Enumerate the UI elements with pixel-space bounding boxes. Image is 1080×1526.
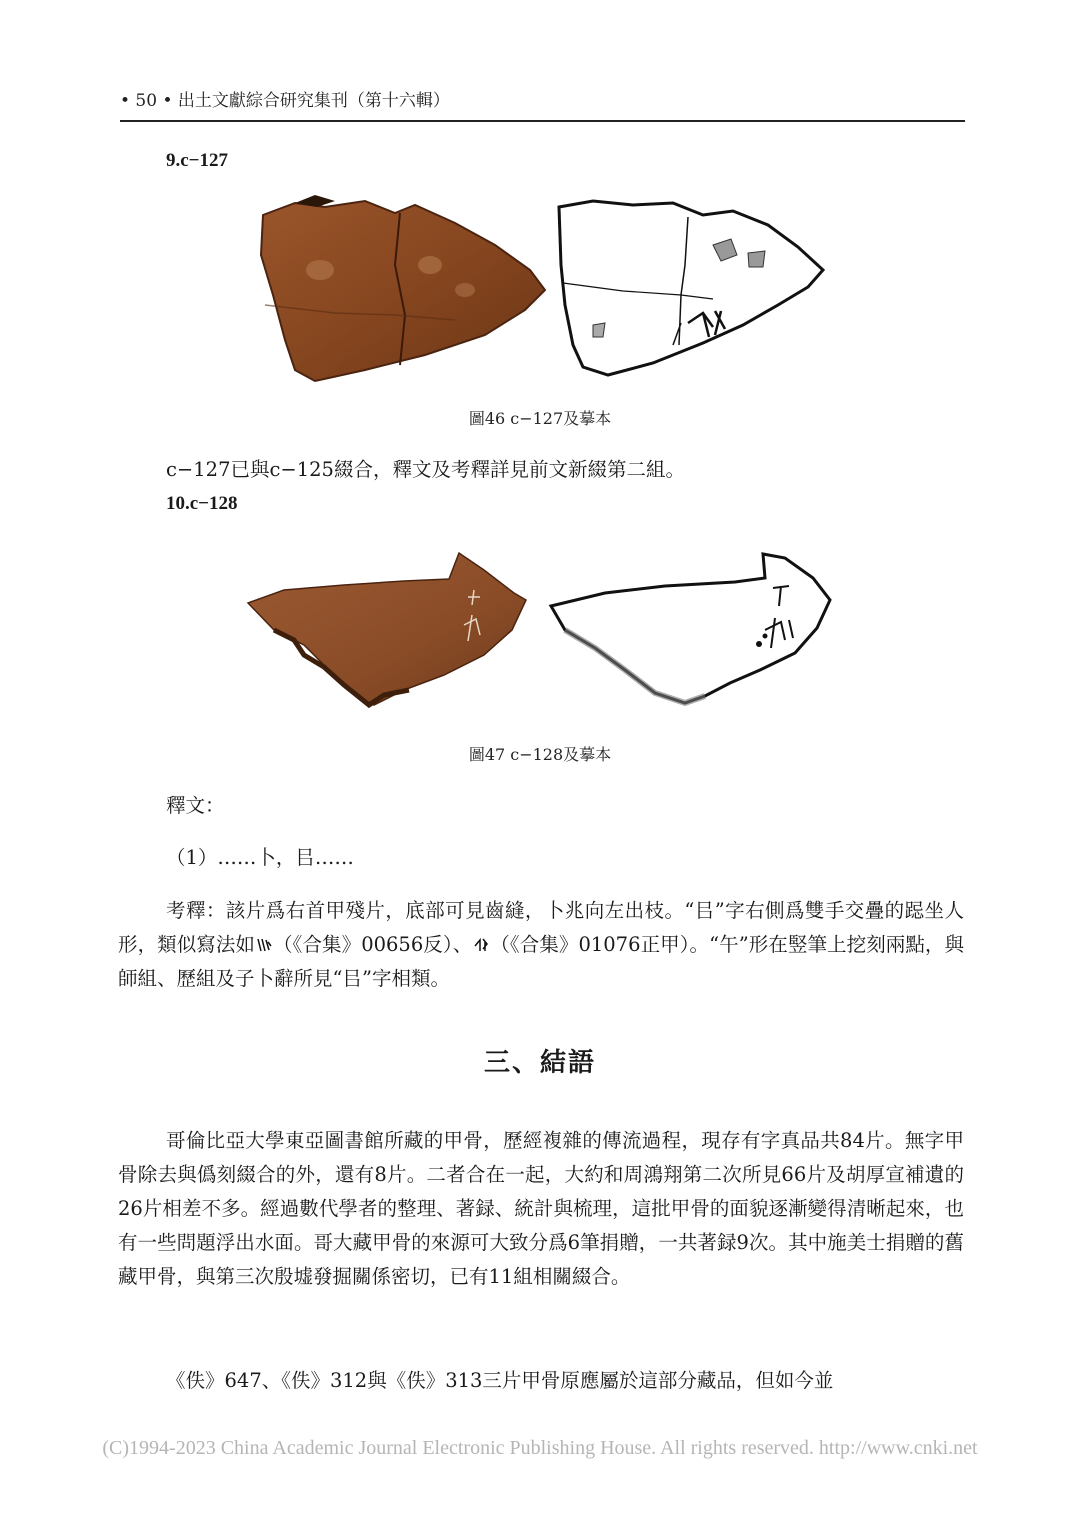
conclusion-paragraph-2: 《佚》647、《佚》312與《佚》313三片甲骨原應屬於這部分藏品，但如今並 [166, 1369, 834, 1392]
shiwen-label: 釋文： [166, 794, 225, 817]
figure-47 [0, 545, 1080, 715]
figure-caption-46: 圖46 c−127及摹本 [468, 409, 612, 428]
oracle-bone-rubbing-c128 [545, 548, 835, 713]
header-rule [120, 120, 965, 122]
section-title-conclusion: 三、結語 [483, 1048, 596, 1078]
running-head: • 50 • 出土文獻綜合研究集刊（第十六輯） [120, 91, 450, 111]
figure-46 [0, 190, 1080, 390]
copyright-footer: (C)1994-2023 China Academic Journal Electronic Publishing House. All rights reserved. http://www.cnki.net [102, 1437, 978, 1459]
oracle-bone-photo-c127 [255, 195, 555, 385]
character-glyph-icon [472, 936, 490, 954]
shiwen-line: （1）……卜，㠯…… [166, 846, 354, 869]
character-glyph-icon [255, 936, 273, 954]
figure-caption-47: 圖47 c−128及摹本 [468, 745, 612, 764]
kaoshi-paragraph [118, 894, 964, 996]
conclusion-paragraph-1: 哥倫比亞大學東亞圖書館所藏的甲骨，歷經複雜的傳流過程，現存有字真品共84片。無字甲骨除去與僞刻綴合的外，還有8片。二者合在一起，大約和周鴻翔第二次所見66片及胡厚宣補遺的26片相差不多。經過數代學者的整理、著録、統計與梳理，這批甲骨的面貌逐漸變得清晰起來，也有一些問題浮出水面。哥大藏甲骨的來源可大致分爲6筆捐贈，一共著録9次。其中施美士捐贈的舊藏甲骨，與第三次殷墟發掘關係密切，已有11組相關綴合。 [118, 1129, 964, 1288]
section-heading-10: 10.c−128 [166, 493, 238, 514]
kaoshi-text-2: （《合集》00656反）、 [273, 933, 473, 956]
kaoshi-text-3: （《合集》01076正甲）。“午”形在竪筆上挖刻兩點，與師組、歷組及子卜辭所見“㠯”字相類。 [118, 933, 964, 990]
oracle-bone-photo-c128 [244, 545, 529, 715]
oracle-bone-rubbing-c127 [553, 195, 833, 377]
kaoshi-text-1: 考釋：該片爲右首甲殘片，底部可見齒縫，卜兆向左出枝。“㠯”字右側爲雙手交疊的跽坐人形，類似寫法如 [118, 899, 964, 956]
section-heading-9: 9.c−127 [166, 150, 229, 171]
section9-paragraph: c−127已與c−125綴合，釋文及考釋詳見前文新綴第二組。 [166, 458, 685, 481]
